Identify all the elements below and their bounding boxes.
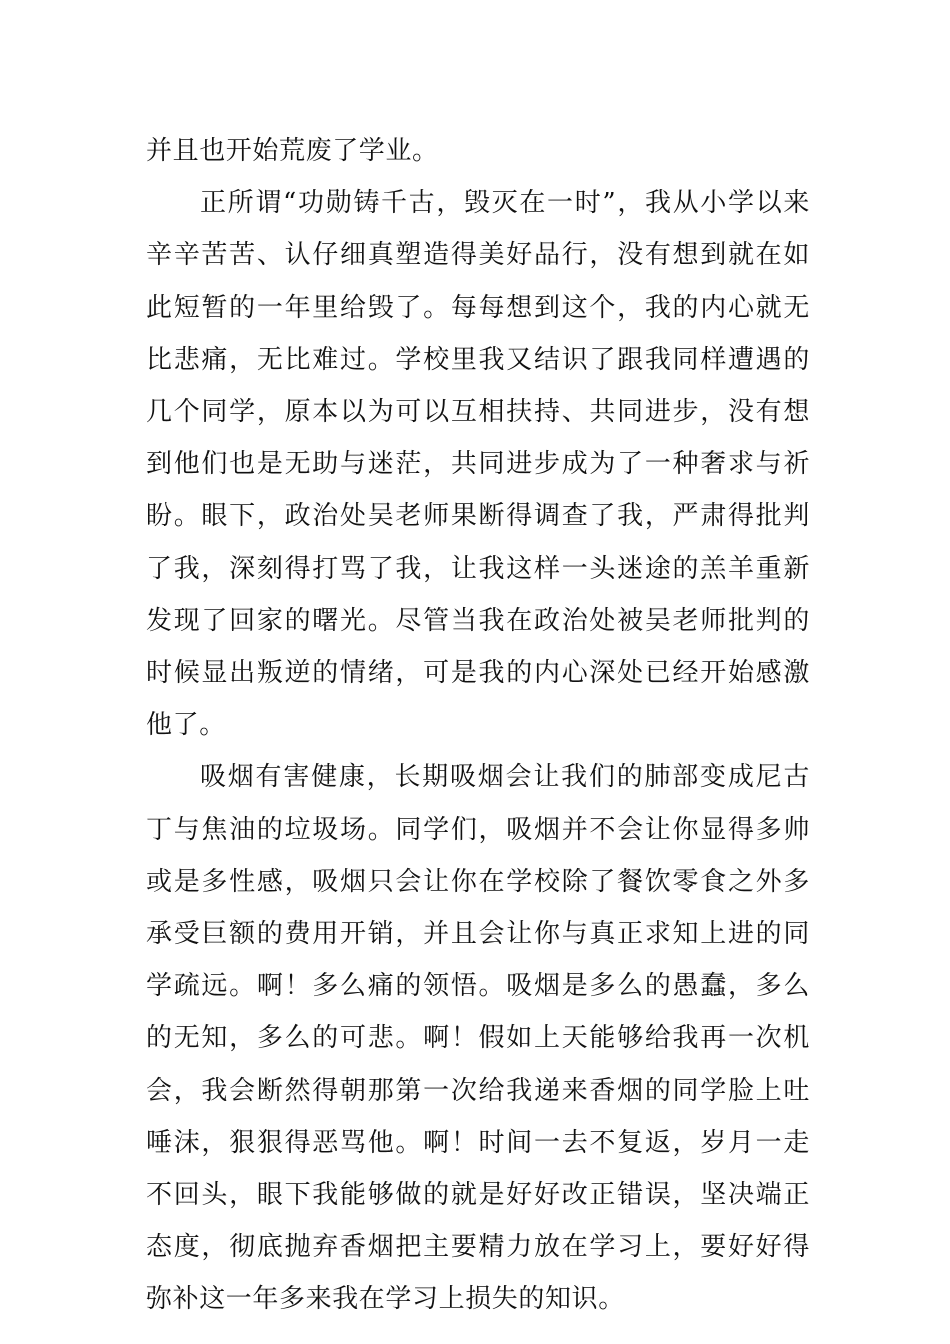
- document-body: [146, 125, 810, 1326]
- paragraph-1: 并且也开始荒废了学业。: [146, 136, 439, 166]
- paragraph-3: 吸烟有害健康，长期吸烟会让我们的肺部变成尼古丁与焦油的垃圾场。同学们，吸烟并不会让你显得多帅或是多性感，吸烟只会让你在学校除了餐饮零食之外多承受巨额的费用开销，并且会让你与真正求知上进的同学疏远。啊！多么痛的领悟。吸烟是多么的愚蠢，多么的无知，多么的可悲。啊！假如上天能够给我再一次机会，我会断然得朝那第一次给我递来香烟的同学脸上吐唾沫，狠狠得恶骂他。啊！时间一去不复返，岁月一走不回头，眼下我能够做的就是好好改正错误，坚决端正态度，彻底抛弃香烟把主要精力放在学习上，要好好得弥补这一年多来我在学习上损失的知识。: [146, 762, 810, 1315]
- paragraph-2: 正所谓“功勋铸千古，毁灭在一时”，我从小学以来辛辛苦苦、认仔细真塑造得美好品行，没有想到就在如此短暂的一年里给毁了。每每想到这个，我的内心就无比悲痛，无比难过。学校里我又结识了跟我同样遭遇的几个同学，原本以为可以互相扶持、共同进步，没有想到他们也是无助与迷茫，共同进步成为了一种奢求与祈盼。眼下，政治处吴老师果断得调查了我，严肃得批判了我，深刻得打骂了我，让我这样一头迷途的羔羊重新发现了回家的曙光。尽管当我在政治处被吴老师批判的时候显出叛逆的情绪，可是我的内心深处已经开始感激他了。: [146, 188, 810, 741]
